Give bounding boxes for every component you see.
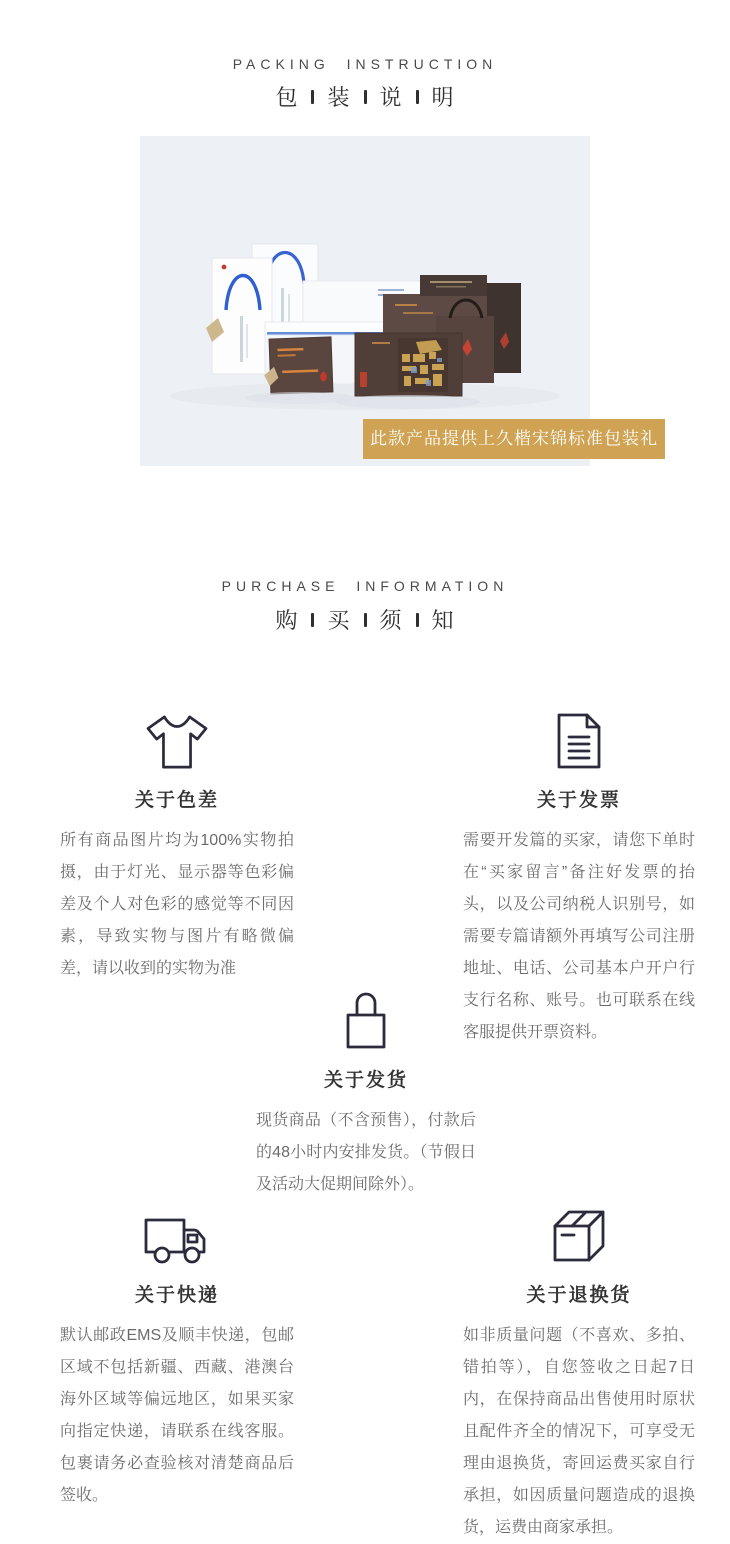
cn-title-char: 明 <box>431 85 455 110</box>
packing-en-title: PACKING INSTRUCTION <box>232 56 498 72</box>
section-express <box>60 1194 294 1512</box>
section-returns <box>463 1194 695 1544</box>
packaging-photo-illustration <box>140 136 590 466</box>
section-body: 默认邮政EMS及顺丰快递，包邮区域不包括新疆、西藏、港澳台海外区域等偏远地区，如果买家向指定快递，请联系在线客服。包裹请务必查验核对清楚商品后签收。 <box>60 1327 294 1504</box>
section-color-difference <box>60 699 294 985</box>
packaging-photo <box>140 136 590 466</box>
section-title: 关于发票 <box>536 790 621 811</box>
package-box-icon <box>463 1194 695 1266</box>
section-title: 关于快递 <box>134 1285 219 1306</box>
section-title: 关于色差 <box>134 790 219 811</box>
section-shipping <box>256 979 476 1201</box>
section-invoice <box>463 699 695 1049</box>
packaging-banner: 此款产品提供上久楷宋锦标准包装礼盒 <box>363 419 665 459</box>
cn-title-char: 购 <box>275 608 299 633</box>
packaging-photo-area <box>0 136 730 488</box>
document-icon <box>463 699 695 771</box>
section-title: 关于发货 <box>323 1070 408 1091</box>
cn-title-char: 知 <box>431 608 455 633</box>
purchase-en-title: PURCHASE INFORMATION <box>221 578 509 594</box>
purchase-sections <box>0 641 730 1536</box>
cn-title-char: 包 <box>275 85 299 110</box>
title-separator <box>311 90 314 104</box>
section-body: 现货商品（不含预售），付款后的48小时内安排发货。（节假日及活动大促期间除外）。 <box>256 1112 476 1193</box>
cn-title-char: 装 <box>327 85 351 110</box>
packing-instruction-section <box>0 0 730 488</box>
section-body: 如非质量问题（不喜欢、多拍、错拍等），自您签收之日起7日内，在保持商品出售使用时原状且配件齐全的情况下，可享受无理由退换货，寄回运费买家自行承担，如因质量问题造成的退换货，运费由商家承担。 <box>463 1327 695 1536</box>
truck-icon <box>60 1194 294 1266</box>
cn-title-char: 说 <box>379 85 403 110</box>
title-separator <box>311 613 314 627</box>
tshirt-icon <box>60 699 294 771</box>
packing-cn-title <box>0 81 730 112</box>
purchase-cn-title <box>0 604 730 635</box>
shopping-bag-icon <box>256 979 476 1051</box>
title-separator <box>364 90 367 104</box>
title-separator <box>416 90 419 104</box>
cn-title-char: 买 <box>327 608 351 633</box>
section-body: 所有商品图片均为100%实物拍摄，由于灯光、显示器等色彩偏差及个人对色彩的感觉等不同因素，导致实物与图片有略微偏差，请以收到的实物为准 <box>60 832 294 977</box>
section-title: 关于退换货 <box>526 1285 632 1306</box>
title-separator <box>416 613 419 627</box>
cn-title-char: 须 <box>379 608 403 633</box>
title-separator <box>364 613 367 627</box>
section-body: 需要开发篇的买家，请您下单时在“买家留言”备注好发票的抬头，以及公司纳税人识别号，如需要专篇请额外再填写公司注册地址、电话、公司基本户开户行支行名称、账号。也可联系在线客服提供开票资料。 <box>463 832 695 1041</box>
purchase-information-section <box>0 466 730 1536</box>
